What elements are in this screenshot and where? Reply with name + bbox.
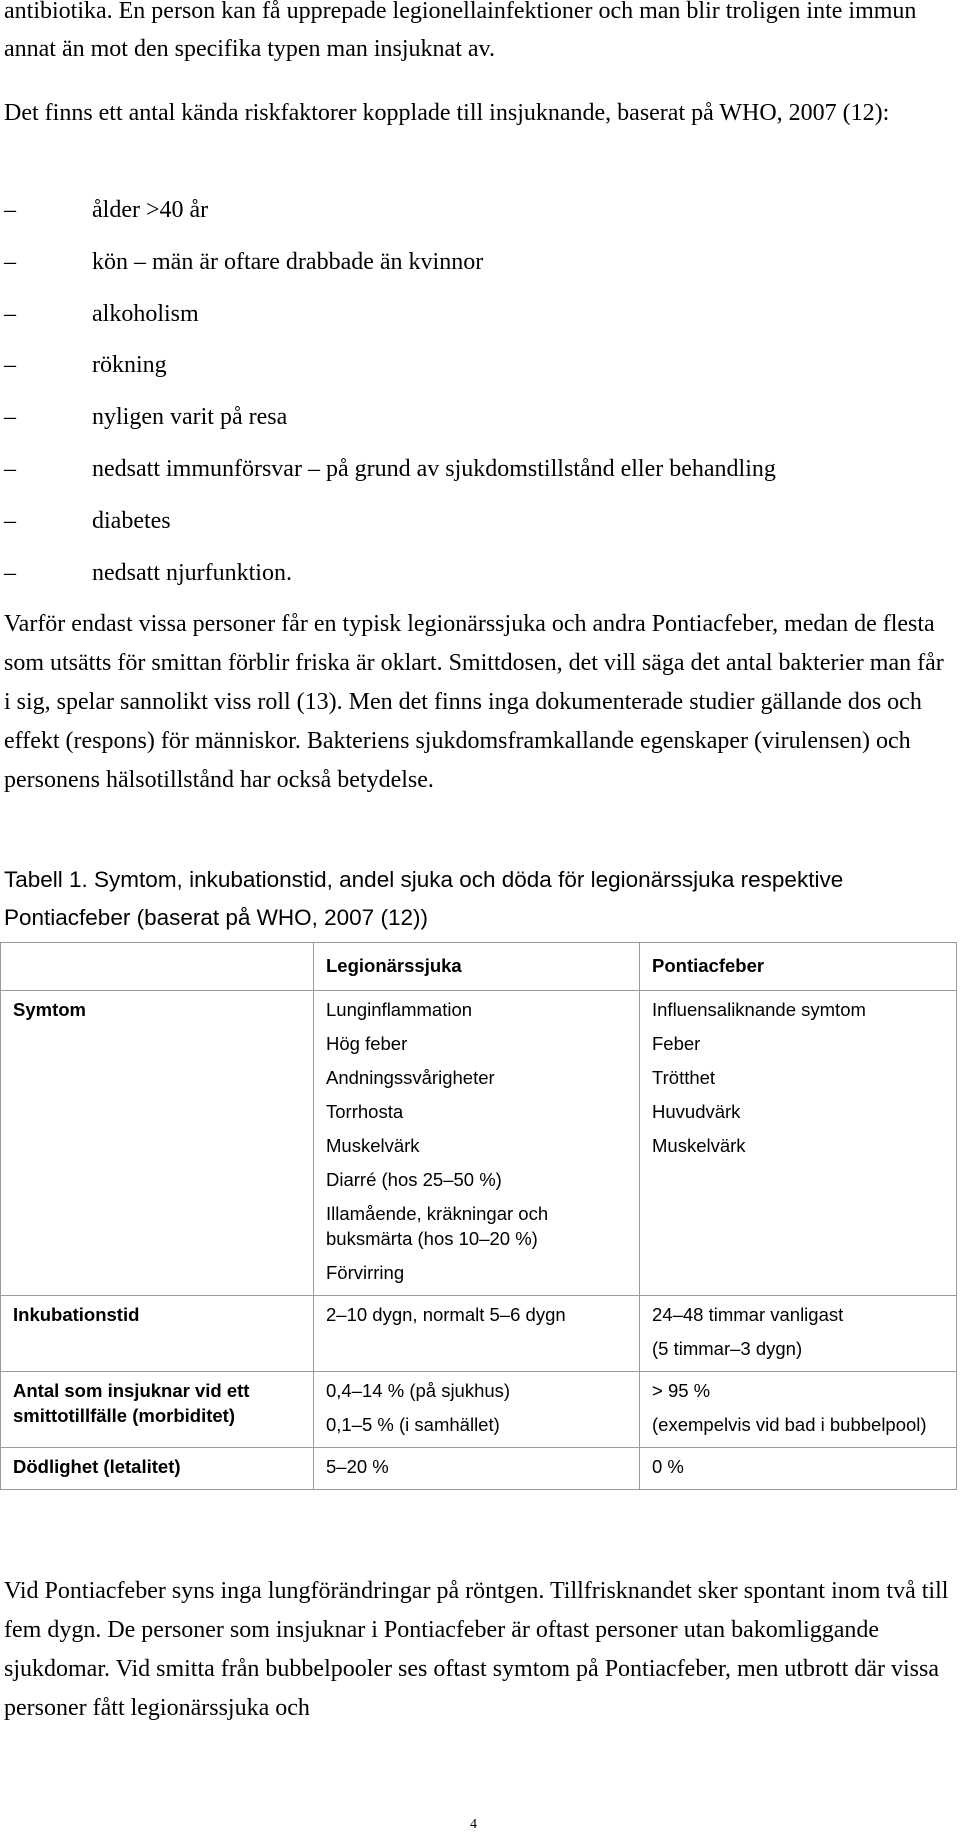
cell-line: Illamående, kräkningar och buksmärta (hos 10–20 %) [326, 1203, 549, 1249]
cell-legionnaires-letalitet [314, 1448, 640, 1490]
cell-line: 0,4–14 % (på sjukhus) [326, 1380, 511, 1401]
cell-pontiac-symtom [640, 991, 957, 1296]
cell-line: (exempelvis vid bad i bubbelpool) [652, 1414, 927, 1435]
table-header-legionnaires: Legionärssjuka [314, 943, 640, 991]
cell-line: 0 % [652, 1456, 684, 1477]
cell-line: Andningssvårigheter [326, 1067, 495, 1088]
risk-factor-text: nedsatt immunförsvar – på grund av sjukdomstillstånd eller behandling [92, 455, 776, 482]
risk-factor-text: alkoholism [92, 300, 199, 327]
cell-line: Lunginflammation [326, 999, 473, 1020]
paragraph-intro: antibiotika. En person kan få upprepade legionellainfektioner och man blir troligen inte immun annat än mot den specifika typen man insjuknat av. [4, 0, 917, 62]
cell-line: Förvirring [326, 1262, 405, 1283]
dash-bullet: – [4, 507, 16, 534]
list-item [0, 347, 950, 399]
cell-line: Torrhosta [326, 1101, 404, 1122]
paragraph-risk-intro: Det finns ett antal kända riskfaktorer kopplade till insjuknande, baserat på WHO, 2007 (12): [4, 100, 890, 126]
dash-bullet: – [4, 300, 16, 327]
cell-legionnaires-symtom [314, 991, 640, 1296]
cell-line: Trötthet [652, 1067, 716, 1088]
cell-line: (5 timmar–3 dygn) [652, 1338, 803, 1359]
paragraph-after-table: Vid Pontiacfeber syns inga lungförändringar på röntgen. Tillfrisknandet sker spontant inom två till fem dygn. De personer som insjuknar i Pontiacfeber är oftast personer utan bakomliggande sjukdomar. Vid smitta från bubbelpooler ses oftast symtom på Pontiacfeber, men utbrott där vissa personer fått legionärssjuka och [4, 1578, 949, 1721]
paragraph-why: Varför endast vissa personer får en typisk legionärssjuka och andra Pontiacfeber, medan de flesta som utsätts för smittan förblir friska är oklart. Smittdosen, det vill säga det antal bakterier man får i sig, spelar sannolikt viss roll (13). Men det finns inga dokumenterade studier gällande dos och effekt (respons) för människor. Bakteriens sjukdomsframkallande egenskaper (virulensen) och personens hälsotillstånd har också betydelse. [4, 611, 944, 793]
cell-line: 24–48 timmar vanligast [652, 1304, 844, 1325]
risk-factor-text: diabetes [92, 507, 171, 534]
row-label-inkubationstid: Inkubationstid [1, 1296, 314, 1372]
cell-line: Muskelvärk [326, 1135, 420, 1156]
dash-bullet: – [4, 404, 16, 431]
table-header-empty [1, 943, 314, 991]
risk-factor-list [0, 192, 950, 606]
cell-line: Muskelvärk [652, 1135, 746, 1156]
list-item [0, 296, 950, 348]
dash-bullet: – [4, 352, 16, 379]
cell-line: 5–20 % [326, 1456, 389, 1477]
cell-line: 0,1–5 % (i samhället) [326, 1414, 500, 1435]
row-label-symtom: Symtom [1, 991, 314, 1296]
list-item [0, 192, 950, 244]
risk-factor-text: nyligen varit på resa [92, 404, 288, 431]
list-item [0, 555, 950, 607]
dash-bullet: – [4, 455, 16, 482]
page-number: 4 [470, 1817, 477, 1832]
cell-line: Huvudvärk [652, 1101, 741, 1122]
list-item [0, 503, 950, 555]
risk-factor-text: nedsatt njurfunktion. [92, 559, 292, 586]
cell-line: 2–10 dygn, normalt 5–6 dygn [326, 1304, 566, 1325]
cell-line: Influensaliknande symtom [652, 999, 866, 1020]
table-row [1, 1296, 957, 1372]
risk-factor-text: kön – män är oftare drabbade än kvinnor [92, 248, 484, 275]
row-label-letalitet: Dödlighet (letalitet) [1, 1448, 314, 1490]
cell-pontiac-morbiditet [640, 1372, 957, 1448]
table-row [1, 991, 957, 1296]
table-row [1, 1448, 957, 1490]
cell-pontiac-letalitet [640, 1448, 957, 1490]
cell-line: Hög feber [326, 1033, 408, 1054]
dash-bullet: – [4, 559, 16, 586]
list-item [0, 451, 950, 503]
list-item [0, 244, 950, 296]
dash-bullet: – [4, 248, 16, 275]
table-row [1, 1372, 957, 1448]
symptom-table [0, 942, 957, 1490]
risk-factor-text: ålder >40 år [92, 197, 209, 223]
cell-line: Feber [652, 1033, 701, 1054]
cell-legionnaires-inkubationstid [314, 1296, 640, 1372]
row-label-morbiditet: Antal som insjuknar vid ett smittotillfälle (morbiditet) [1, 1372, 314, 1448]
table-header-pontiac: Pontiacfeber [640, 943, 957, 991]
cell-line: Diarré (hos 25–50 %) [326, 1169, 502, 1190]
cell-line: > 95 % [652, 1380, 711, 1401]
table-header-row [1, 943, 957, 991]
list-item [0, 399, 950, 451]
table-caption: Tabell 1. Symtom, inkubationstid, andel sjuka och döda för legionärssjuka respektive Pontiacfeber (baserat på WHO, 2007 (12)) [4, 867, 844, 930]
cell-pontiac-inkubationstid [640, 1296, 957, 1372]
dash-bullet: – [4, 197, 16, 223]
risk-factor-text: rökning [92, 352, 167, 379]
cell-legionnaires-morbiditet [314, 1372, 640, 1448]
